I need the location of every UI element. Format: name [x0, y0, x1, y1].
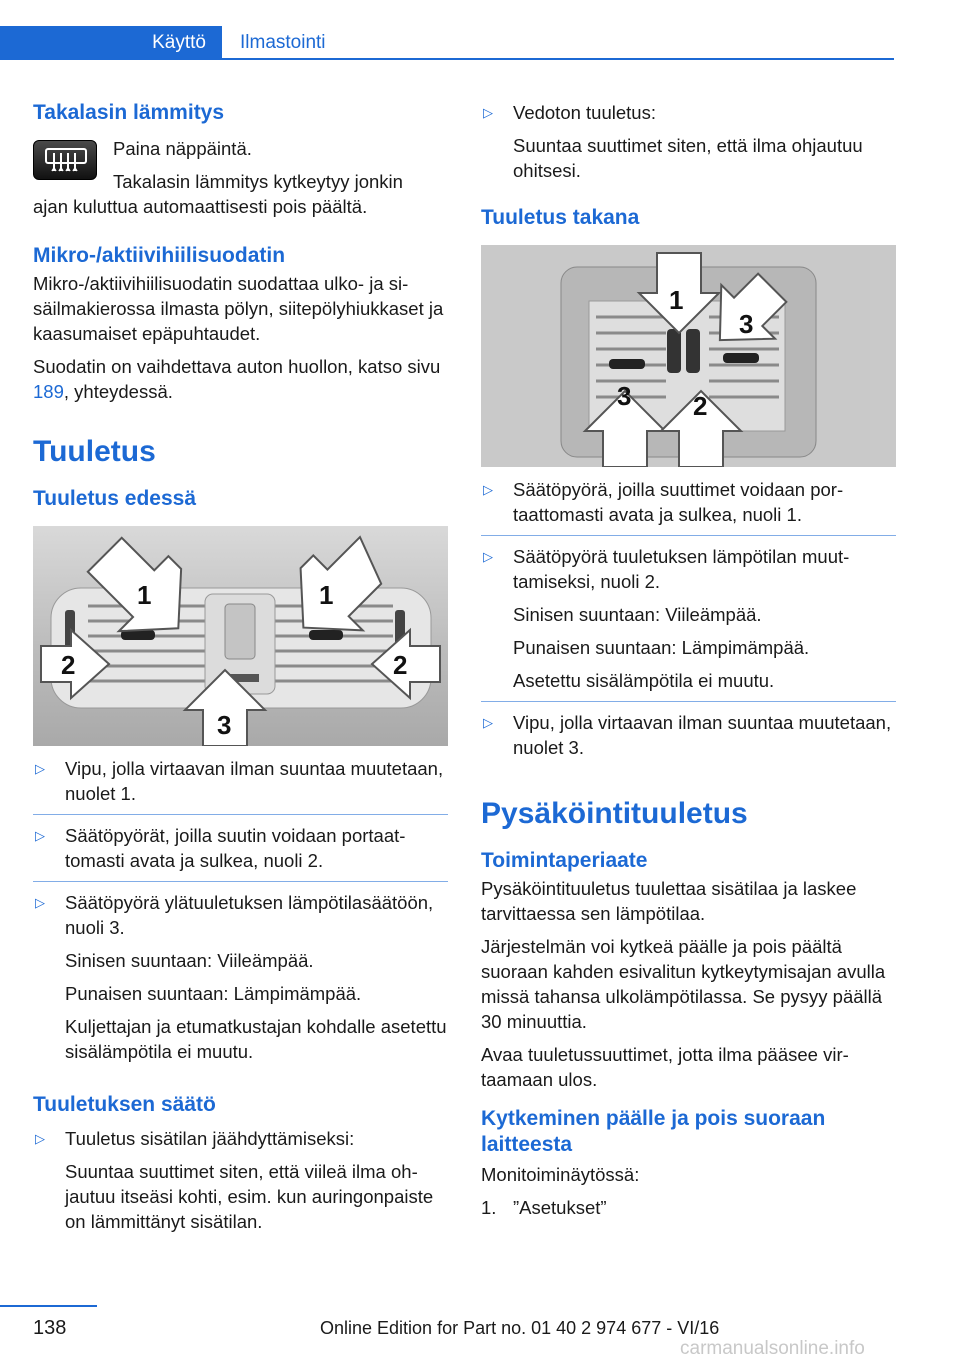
front-item-1-text: Vipu, jolla virtaavan ilman suuntaa muutetaan, nuolet 1.: [65, 758, 444, 804]
filter-p2-end: , yhteydessä.: [63, 381, 173, 402]
divider: [481, 701, 896, 702]
rear-heat-block: [33, 136, 448, 194]
rear-heat-line2-start: Takalasin lämmitys kytkeytyy jonkin: [113, 171, 403, 192]
parking-paragraph-3: Avaa tuuletussuuttimet, jotta ilma pääsee virtaamaan ulos.: [481, 1044, 849, 1090]
footer-rule: [0, 1305, 97, 1307]
front-label-1a: 1: [137, 580, 152, 610]
front-item-2-text: Säätöpyörät, joilla suutin voidaan portaattomasti avata ja sulkea, nuoli 2.: [65, 825, 406, 871]
front-item-3-sub-3: Kuljettajan ja etumatkustajan kohdalle asetettu sisälämpötila ei muutu.: [65, 1016, 447, 1062]
filter-heading: Mikro-/aktiivihiilisuodatin: [33, 244, 286, 267]
control-item-1-sub: Suuntaa suuttimet siten, että viileä ilma ohjautuu itseäsi kohti, esim. kun auringonpaiste on lämmittänyt sisätilan.: [65, 1161, 434, 1232]
rear-heat-line2-end: ajan kuluttua automaattisesti pois päältä.: [33, 196, 368, 217]
rear-item-1-text: Säätöpyörä, joilla suuttimet voidaan portaattomasti avata ja sulkea, nuoli 1.: [513, 479, 844, 525]
filter-paragraph-1: Mikro-/aktiivihiilisuodatin suodattaa ulko- ja sisäilmakierossa ilmasta pölyn, siitepölyhiukkaset ja kaasumaiset epäpuhtaudet.: [33, 273, 444, 344]
step-number: 1.: [481, 1197, 497, 1218]
list-item: [481, 100, 896, 183]
list-item: [33, 823, 448, 873]
parking-paragraph-1: Pysäköintituuletus tuulettaa sisätilaa ja laskee tarvittaessa sen lämpötilaa.: [481, 878, 857, 924]
draft-free-text: Vedoton tuuletus:: [513, 102, 656, 123]
switch-paragraph: Monitoiminäytössä:: [481, 1164, 640, 1185]
rear-vent-list: [481, 477, 896, 760]
switch-heading: Kytkeminen päälle ja pois suoraan laitteesta: [481, 1107, 826, 1156]
left-column: [33, 100, 448, 1234]
triangle-marker-icon: ▷: [35, 828, 45, 843]
rear-label-1: 1: [669, 285, 684, 315]
page-link-189[interactable]: 189: [33, 381, 64, 402]
edition-note: Online Edition for Part no. 01 40 2 974 677 - VI/16: [320, 1318, 720, 1338]
rear-heat-heading: Takalasin lämmitys: [33, 101, 225, 124]
step-text: ”Asetukset”: [513, 1197, 607, 1218]
list-item: [481, 1195, 896, 1220]
right-column: [481, 100, 896, 1220]
chapter-tab[interactable]: [0, 26, 222, 60]
front-label-3: 3: [217, 710, 232, 740]
triangle-marker-icon: ▷: [35, 895, 45, 910]
front-label-2a: 2: [61, 650, 76, 680]
front-label-2b: 2: [393, 650, 408, 680]
filter-paragraph-2: [33, 354, 448, 404]
triangle-marker-icon: ▷: [483, 482, 493, 497]
filter-p2-text: Suodatin on vaihdettava auton huollon, katso sivu: [33, 356, 441, 377]
triangle-marker-icon: ▷: [35, 761, 45, 776]
rear-ventilation-heading: Tuuletus takana: [481, 206, 640, 229]
rear-defrost-icon: [33, 140, 97, 180]
list-item: [33, 890, 448, 1064]
front-item-3-text: Säätöpyörä ylätuuletuksen lämpötilasäätöön, nuoli 3.: [65, 892, 434, 938]
triangle-marker-icon: ▷: [483, 715, 493, 730]
rear-item-2-sub-1: Sinisen suuntaan: Viileämpää.: [513, 604, 762, 625]
divider: [33, 814, 448, 815]
rear-label-3a: 3: [739, 309, 754, 339]
triangle-marker-icon: ▷: [483, 549, 493, 564]
chapter-tab-label: Käyttö: [152, 32, 206, 53]
page-number: 138: [33, 1317, 67, 1339]
rear-heat-line1: Paina näppäintä.: [113, 138, 252, 159]
list-item: [481, 544, 896, 693]
draft-free-sub: Suuntaa suuttimet siten, että ilma ohjautuu ohitsesi.: [513, 135, 863, 181]
rear-item-3-text: Vipu, jolla virtaavan ilman suuntaa muutetaan, nuolet 3.: [513, 712, 892, 758]
list-item: [33, 756, 448, 806]
ventilation-heading: Tuuletus: [33, 435, 156, 468]
section-tab-label: Ilmastointi: [240, 32, 326, 53]
list-item: [481, 477, 896, 527]
switch-steps: [481, 1195, 896, 1220]
list-item: [481, 710, 896, 760]
front-item-3-sub-1: Sinisen suuntaan: Viileämpää.: [65, 950, 314, 971]
front-ventilation-heading: Tuuletus edessä: [33, 487, 196, 510]
front-vent-list: [33, 756, 448, 1064]
parking-vent-heading: Pysäköintituuletus: [481, 797, 748, 830]
triangle-marker-icon: ▷: [483, 105, 493, 120]
control-list: [33, 1126, 448, 1234]
page-header: [0, 26, 960, 62]
rear-label-3b: 3: [617, 381, 632, 411]
control-heading: Tuuletuksen säätö: [33, 1093, 216, 1116]
control-item-1-text: Tuuletus sisätilan jäähdyttämiseksi:: [65, 1128, 355, 1149]
rear-vent-photo: [481, 245, 896, 467]
section-tab[interactable]: [222, 26, 894, 60]
parking-paragraph-2: Järjestelmän voi kytkeä päälle ja pois päältä suoraan kahden esivalitun kytkeytymisajan avulla missä tahansa ulkolämpötilassa. Se pysyy päällä 30 minuuttia.: [481, 936, 886, 1032]
list-item: [33, 1126, 448, 1234]
triangle-marker-icon: ▷: [35, 1131, 45, 1146]
rear-item-2-text: Säätöpyörä tuuletuksen lämpötilan muuttamiseksi, nuoli 2.: [513, 546, 850, 592]
principle-heading: Toimintaperiaate: [481, 849, 648, 872]
front-item-3-sub-2: Punaisen suuntaan: Lämpimämpää.: [65, 983, 362, 1004]
rear-label-2: 2: [693, 391, 708, 421]
divider: [481, 535, 896, 536]
divider: [33, 881, 448, 882]
front-vent-photo: [33, 526, 448, 746]
rear-item-2-sub-2: Punaisen suuntaan: Lämpimämpää.: [513, 637, 810, 658]
rear-item-2-sub-3: Asetettu sisälämpötila ei muutu.: [513, 670, 775, 691]
front-label-1b: 1: [319, 580, 334, 610]
draft-free-list: [481, 100, 896, 183]
watermark: carmanualsonline.info: [680, 1338, 865, 1359]
